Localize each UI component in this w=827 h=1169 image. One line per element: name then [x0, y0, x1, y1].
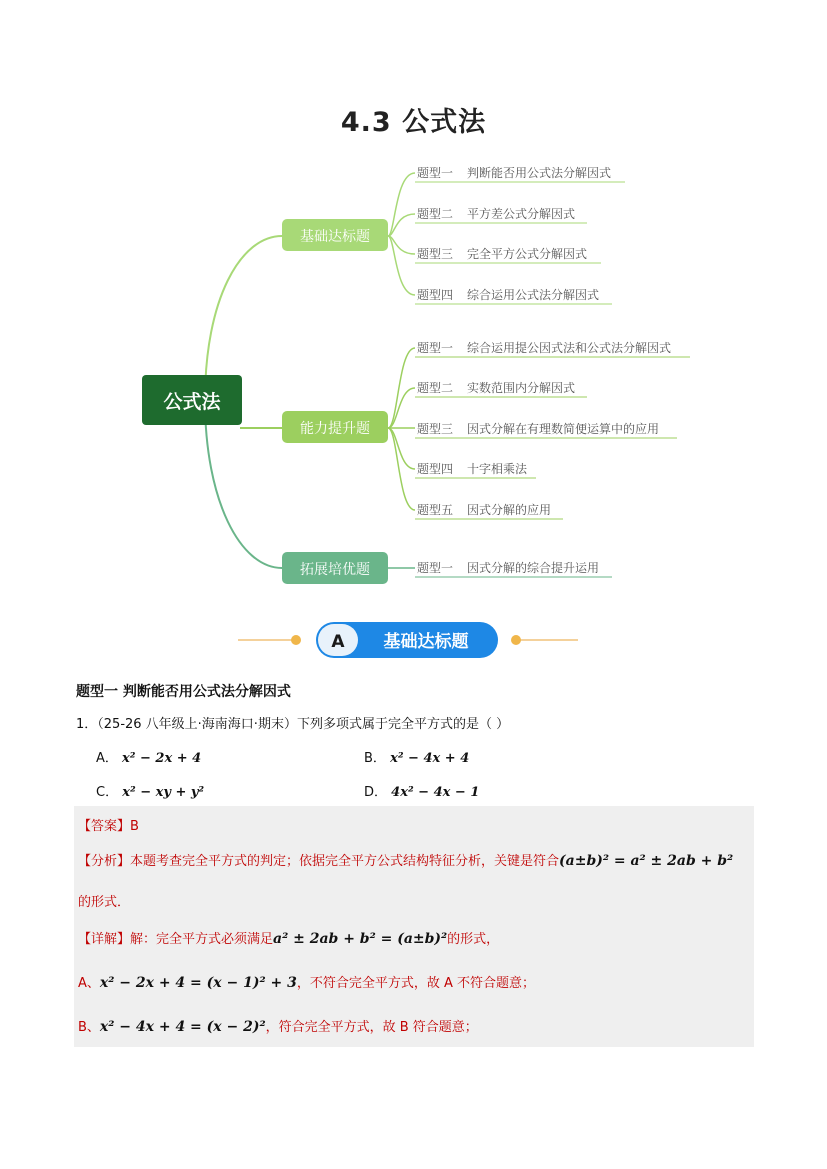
line-formula: x² − 4x + 4 = (x − 2)² — [99, 1019, 266, 1035]
root-label: 公式法 — [163, 391, 221, 413]
leaf-tag: 题型一 — [417, 341, 454, 355]
leaf-text: 综合运用公式法分解因式 — [467, 288, 600, 302]
answer-value: B — [130, 819, 139, 834]
option-label: A． — [96, 751, 118, 766]
leaf-text: 综合运用提公因式法和公式法分解因式 — [467, 341, 672, 355]
right-dot-icon — [511, 635, 521, 645]
leaf-tag: 题型二 — [417, 381, 454, 395]
analysis-text: 本题考查完全平方式的判定；依据完全平方公式结构特征分析，关键是符合 — [130, 854, 560, 869]
line-prefix: B、 — [78, 1020, 100, 1035]
branch-basic — [282, 219, 388, 251]
leaf-tag: 题型一 — [417, 166, 454, 180]
detail-text: 解：完全平方式必须满足 — [130, 932, 274, 947]
leaf-text: 十字相乘法 — [467, 462, 528, 476]
analysis-formula: (a±b)² = a² ± 2ab + b² — [559, 853, 734, 869]
leaf-extension-1 — [415, 560, 612, 577]
leaf-tag: 题型五 — [417, 503, 454, 517]
branch-extension-label: 拓展培优题 — [300, 562, 370, 578]
leaf-tag: 题型三 — [417, 247, 454, 261]
question-stem: 1．（25-26 八年级上·海南海口·期末）下列多项式属于完全平方式的是（ ） — [76, 717, 510, 732]
analysis-tail: 的形式． — [78, 895, 131, 910]
banner-letter: A — [331, 632, 345, 652]
leaf-tag: 题型三 — [417, 422, 454, 436]
detail-line — [78, 928, 499, 947]
leaf-tag: 题型四 — [417, 288, 454, 302]
option-label: C． — [96, 785, 119, 800]
leaf-basic-4 — [415, 287, 612, 304]
answer-line — [78, 815, 139, 834]
option-label: D． — [364, 785, 388, 800]
leaf-text: 平方差公式分解因式 — [467, 207, 576, 221]
leaf-advanced-2 — [415, 380, 587, 397]
leaf-text: 完全平方公式分解因式 — [467, 247, 588, 261]
mindmap-root — [142, 375, 242, 425]
leaf-text: 因式分解的综合提升运用 — [467, 561, 600, 575]
page-title: 4.3 公式法 — [340, 107, 487, 138]
option-expr: x² − 4x + 4 — [390, 751, 470, 766]
line-text: ，符合完全平方式，故 B 符合题意； — [265, 1020, 478, 1035]
option-expr: x² − 2x + 4 — [122, 751, 202, 766]
answer-tag: 【答案】 — [78, 819, 131, 834]
leaf-advanced-5 — [415, 502, 563, 519]
option-expr: x² − xy + y² — [122, 785, 205, 800]
detail-tag: 【详解】 — [78, 932, 131, 947]
leaf-tag: 题型四 — [417, 462, 454, 476]
option-b — [364, 747, 469, 766]
leaf-advanced-1 — [415, 340, 690, 357]
option-d — [364, 781, 479, 800]
leaf-basic-3 — [415, 246, 601, 263]
analysis-line — [78, 850, 733, 869]
option-a — [96, 747, 201, 766]
detail-tail: 的形式， — [447, 932, 500, 947]
mind-map — [0, 150, 827, 590]
option-c — [96, 781, 204, 800]
leaf-tag: 题型一 — [417, 561, 454, 575]
line-text: ，不符合完全平方式，故 A 不符合题意； — [296, 976, 535, 991]
answer-panel — [74, 806, 754, 1047]
line-prefix: A、 — [78, 976, 100, 991]
leaf-advanced-3 — [415, 421, 677, 438]
option-label: B． — [364, 751, 386, 766]
banner-label: 基础达标题 — [383, 632, 469, 652]
section-banner — [238, 618, 578, 662]
branch-basic-label: 基础达标题 — [300, 229, 370, 245]
leaf-text: 判断能否用公式法分解因式 — [467, 166, 612, 180]
option-expr: 4x² − 4x − 1 — [391, 785, 480, 800]
option-a-check — [78, 972, 535, 991]
question-type-heading: 题型一 判断能否用公式法分解因式 — [76, 684, 291, 700]
leaf-basic-1 — [415, 165, 625, 182]
left-dot-icon — [291, 635, 301, 645]
detail-formula: a² ± 2ab + b² = (a±b)² — [273, 931, 448, 947]
line-formula: x² − 2x + 4 = (x − 1)² + 3 — [99, 975, 297, 991]
option-b-check — [78, 1016, 478, 1035]
leaf-text: 因式分解的应用 — [467, 503, 552, 517]
leaf-text: 因式分解在有理数简便运算中的应用 — [467, 422, 660, 436]
leaf-advanced-4 — [415, 461, 536, 478]
leaf-basic-2 — [415, 206, 587, 223]
leaf-tag: 题型二 — [417, 207, 454, 221]
analysis-tag: 【分析】 — [78, 854, 131, 869]
branch-extension — [282, 552, 388, 584]
branch-advanced-label: 能力提升题 — [300, 421, 370, 437]
branch-advanced — [282, 411, 388, 443]
leaf-text: 实数范围内分解因式 — [467, 381, 576, 395]
